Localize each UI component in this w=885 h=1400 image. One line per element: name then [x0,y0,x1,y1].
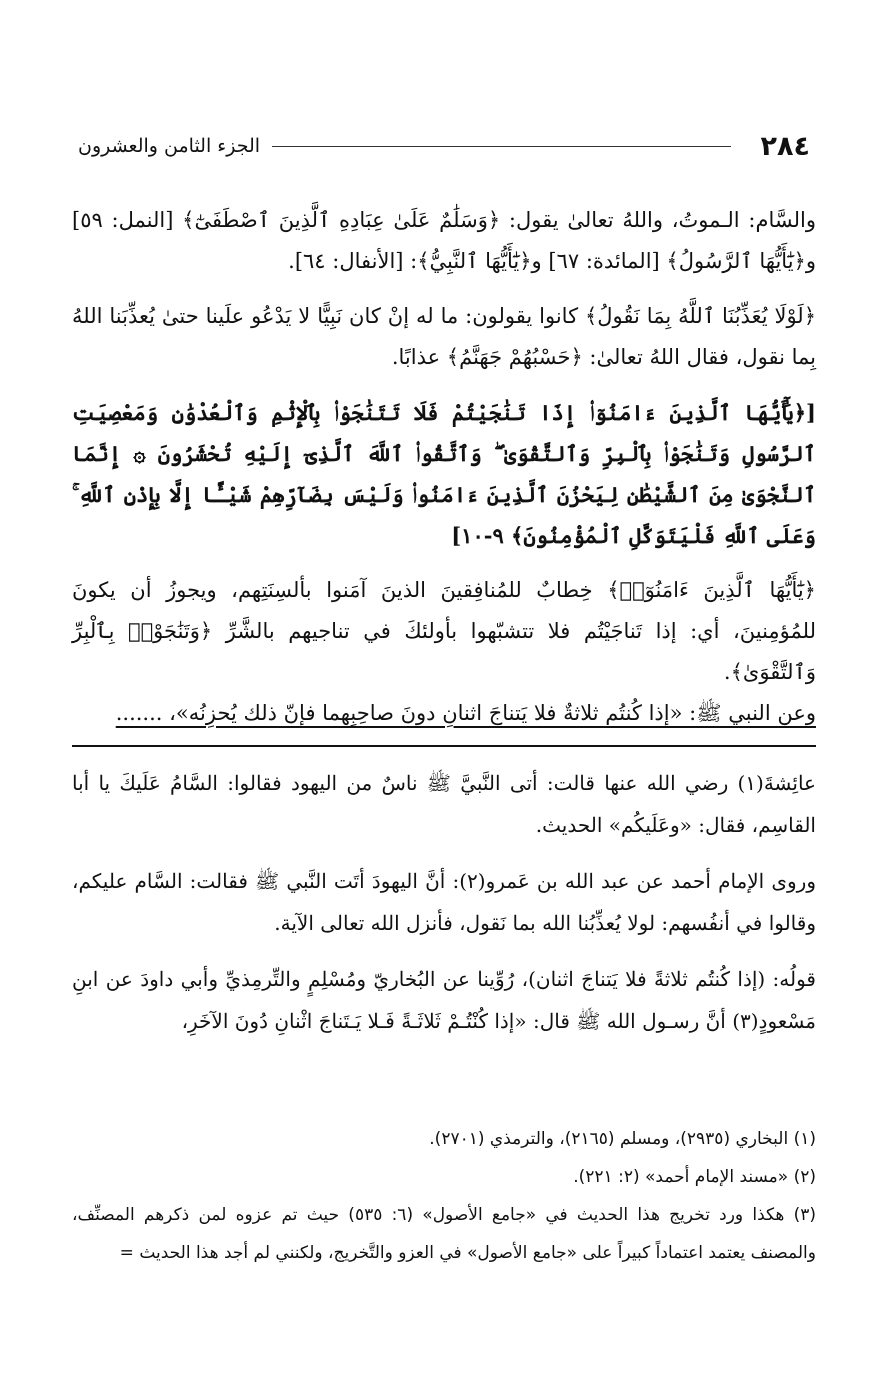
quran-verses-block: [﴿يَٰٓأَيُّهَا ٱلَّذِينَ ءَامَنُوٓا۟ إِذَا تَنَٰجَيْتُمْ فَلَا تَتَنَٰجَوْا۟ بِٱلْإِثْمِ وَٱلْعُدْوَٰنِ وَمَعْصِيَتِ ٱلرَّسُولِ وَتَنَٰجَوْا۟ بِٱلْبِرِّ وَٱلتَّقْوَىٰ ۖ وَٱتَّقُوا۟ ٱللَّهَ ٱلَّذِىٓ إِلَيْهِ تُحْشَرُونَ ۞ إِنَّمَا ٱلنَّجْوَىٰ مِنَ ٱلشَّيْطَٰنِ لِيَحْزُنَ ٱلَّذِينَ ءَامَنُوا۟ وَلَيْسَ بِضَآرِّهِمْ شَيْـًٔا إِلَّا بِإِذْنِ ٱللَّهِ ۚ وَعَلَى ٱللَّهِ فَلْيَتَوَكَّلِ ٱلْمُؤْمِنُونَ﴾ ٩-١٠] [72,400,816,548]
main-text [72,200,816,734]
commentary-paragraph-3: قولُه: (إذا كُنتُم ثلاثةً فلا يَتناجَ اثنان)، رُوِّينا عن البُخاريّ ومُسْلِمٍ والتِّرمِذيِّ وأبي داودَ عن ابنِ مَسْعودٍ(٣) أنَّ رسـول الله ﷺ قال: «إذا كُنْتُـمْ ثَلاثَـةً فَـلا يَـتَناجَ اثْنانِ دُونَ الآخَرِ، [72,967,816,1033]
footnote-2: (٢) «مسند الإمام أحمد» (٢: ٢٢١). [573,1167,816,1187]
commentary-paragraph-1: عائِشةَ(١) رضي الله عنها قالت: أتى النَّبيَّ ﷺ ناسٌ من اليهود فقالوا: السَّامُ عَلَيكَ يا أبا القاسِم، فقال: «وعَلَيكُم» الحديث. [72,771,816,837]
commentary-text [72,762,816,1042]
footnote-3: (٣) هكذا ورد تخريج هذا الحديث في «جامع الأصول» (٦: ٥٣٥) حيث تم عزوه لمن ذكرهم المصنِّف، والمصنف يعتمد اعتماداً كبيراً على «جامع الأصول» في العزو والتَّخريج، ولكنني لم أجد هذا الحديث = [72,1205,816,1263]
page-number: ٢٨٤ [760,130,810,162]
running-title: الجزء الثامن والعشرون [78,135,261,157]
footnotes [72,1120,816,1272]
footnote-1: (١) البخاري (٢٩٣٥)، ومسلم (٢١٦٥)، والترمذي (٢٧٠١). [429,1129,816,1149]
text-separator-rule [72,745,816,747]
commentary-paragraph-2: وروى الإمام أحمد عن عبد الله بن عَمرو(٢): أنَّ اليهودَ أتَت النَّبي ﷺ فقالت: السَّام عليكم، وقالوا في أنفُسهم: لولا يُعذِّبُنا الله بما نَقول، فأنزل الله تعالى الآية. [72,869,816,935]
main-paragraph-1: والسَّام: الـموتُ، واللهُ تعالىٰ يقول: ﴿وَسَلَٰمٌ عَلَىٰ عِبَادِهِ ٱلَّذِينَ ٱصْطَفَىٰٓ﴾ [النمل: ٥٩] و﴿يَٰٓأَيُّهَا ٱلرَّسُولُ﴾ [المائدة: ٦٧] و﴿يَٰٓأَيُّهَا ٱلنَّبِيُّ﴾: [الأنفال: ٦٤]. [72,208,816,273]
main-paragraph-5: وعن النبي ﷺ: «إذا كُنتُم ثلاثةٌ فلا يَتناجَ اثنانِ دونَ صاحِبِهما فإنّ ذلك يُحزِنُه»، ....... [115,701,816,725]
main-paragraph-2: ﴿لَوْلَا يُعَذِّبُنَا ٱللَّهُ بِمَا نَقُولُ﴾ كانوا يقولون: ما له إنْ كان نَبِيًّا لا يَدْعُو علَينا حتىٰ يُعذِّبَنا اللهُ بِما نقول، فقال اللهُ تعالىٰ: ﴿حَسْبُهُمْ جَهَنَّمُ﴾ عذابًا. [72,304,816,369]
header-rule [272,146,731,147]
main-paragraph-4: ﴿يَٰٓأَيُّهَا ٱلَّذِينَ ءَامَنُوٓا۟﴾ خِطابٌ للمُنافِقينَ الذينَ آمَنوا بألسِنَتِهم، ويجوزُ أن يكونَ للمُؤمِنينَ، أي: إذا تَناجَيْتُم فلا تتشبّهوا بأولئكَ في تناجيهم بالشَّرِّ ﴿وَتَنَٰجَوْا۟ بِٱلْبِرِّ وَٱلتَّقْوَىٰ﴾. [72,578,816,684]
page-header [78,126,810,166]
